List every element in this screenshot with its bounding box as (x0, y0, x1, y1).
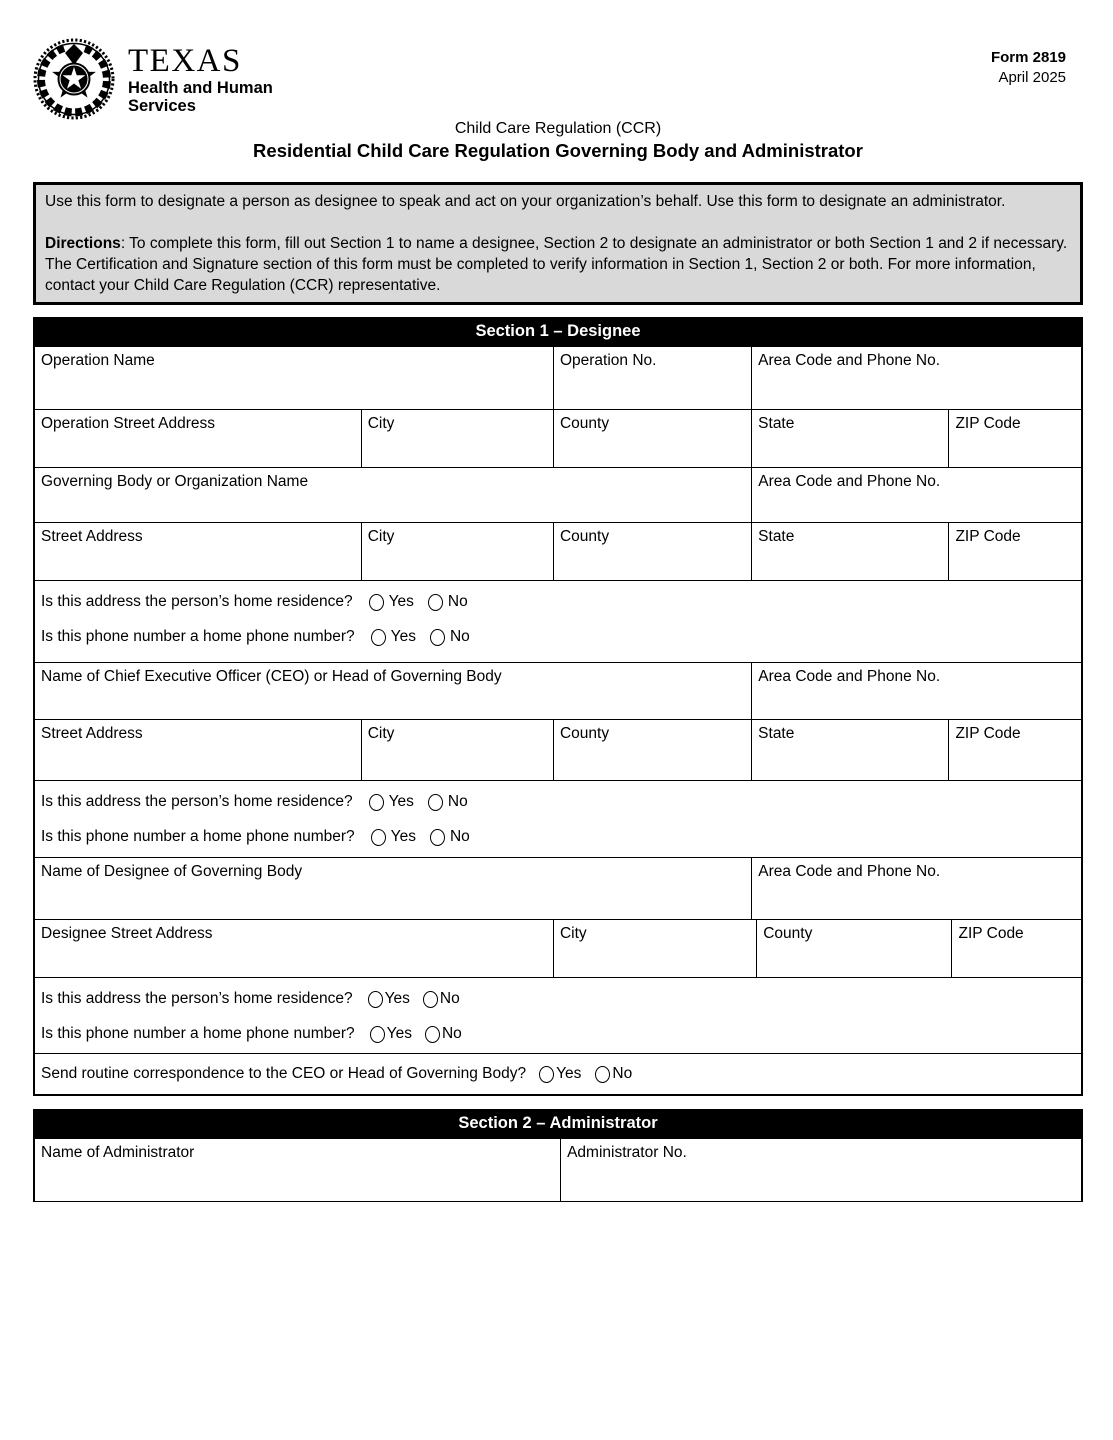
table-row (35, 1139, 1081, 1201)
question-send-routine (35, 1054, 1081, 1094)
radio-no-label: No (441, 1025, 462, 1042)
question-label: Is this address the person’s home residence? (41, 793, 353, 810)
field-label: ZIP Code (955, 415, 1021, 432)
form-title: Residential Child Care Regulation Governing Body and Administrator (253, 140, 863, 161)
field-designee-name[interactable] (35, 858, 751, 919)
field-administrator-no[interactable] (560, 1139, 1081, 1201)
radio-yes-label: Yes (390, 628, 416, 645)
directions-label: Directions (45, 235, 121, 252)
field-label: State (758, 528, 795, 545)
radio-yes[interactable] (369, 794, 384, 811)
form-meta (991, 38, 1083, 122)
field-label: Area Code and Phone No. (758, 473, 941, 490)
field-gb-street-address[interactable] (35, 523, 361, 580)
table-row (35, 409, 1081, 467)
instructions-para1: Use this form to designate a person as designee to speak and act on your organization’s behalf. Use this form to designate an administrator. (45, 193, 1006, 210)
page (33, 0, 1083, 1202)
field-operation-zip[interactable] (948, 410, 1081, 467)
table-row (35, 522, 1081, 580)
logo-wordmark (128, 38, 273, 122)
field-designee-zip[interactable] (951, 920, 1081, 977)
question-label: Is this phone number a home phone number? (41, 828, 355, 845)
instructions-box (33, 182, 1083, 305)
table-row (35, 580, 1081, 662)
field-label: ZIP Code (958, 925, 1024, 942)
radio-no-label: No (612, 1065, 633, 1082)
field-label: State (758, 725, 795, 742)
field-label: Name of Chief Executive Officer (CEO) or Head of Governing Body (41, 668, 502, 685)
field-label: Area Code and Phone No. (758, 863, 941, 880)
field-gb-state[interactable] (751, 523, 948, 580)
table-row (35, 857, 1081, 919)
radio-no-label: No (447, 793, 468, 810)
section2-header: Section 2 – Administrator (33, 1109, 1083, 1139)
field-label: County (559, 725, 610, 742)
field-gb-city[interactable] (361, 523, 553, 580)
radio-no[interactable] (425, 1026, 440, 1043)
radio-no-label: No (439, 990, 460, 1007)
question-label: Is this phone number a home phone number? (41, 1025, 355, 1042)
logo-sub-line1: Health and Human (128, 79, 273, 97)
field-label: Name of Designee of Governing Body (41, 863, 303, 880)
radio-yes-label: Yes (556, 1065, 582, 1082)
field-ceo-name[interactable] (35, 663, 751, 719)
field-governing-body-name[interactable] (35, 468, 751, 522)
field-designee-county[interactable] (756, 920, 951, 977)
radio-yes[interactable] (539, 1066, 554, 1083)
field-label: Name of Administrator (41, 1144, 195, 1161)
field-label: ZIP Code (955, 528, 1021, 545)
question-gb-phone-home (41, 628, 1075, 646)
field-label: County (559, 415, 610, 432)
field-label: ZIP Code (955, 725, 1021, 742)
field-label: State (758, 415, 795, 432)
logo-sub-text (128, 79, 273, 115)
field-designee-phone[interactable] (751, 858, 1081, 919)
field-label: Street Address (41, 725, 143, 742)
question-ceo-address-home (41, 793, 1075, 811)
question-label: Is this phone number a home phone number? (41, 628, 355, 645)
section1-table (33, 347, 1083, 1096)
field-administrator-name[interactable] (35, 1139, 560, 1201)
field-label: Operation Name (41, 352, 155, 369)
field-ceo-street-address[interactable] (35, 720, 361, 780)
question-designee-phone-home (41, 1025, 1075, 1043)
section2-table (33, 1139, 1083, 1202)
form-subtitle: Child Care Regulation (CCR) (454, 120, 662, 137)
radio-yes-label: Yes (390, 828, 416, 845)
radio-yes-label: Yes (384, 990, 410, 1007)
form-date: April 2025 (998, 69, 1066, 86)
question-ceo-phone-home (41, 828, 1075, 846)
radio-no[interactable] (430, 829, 445, 846)
field-gb-zip[interactable] (948, 523, 1081, 580)
field-ceo-state[interactable] (751, 720, 948, 780)
instructions-para2 (45, 233, 1071, 296)
field-operation-street-address[interactable] (35, 410, 361, 467)
question-label: Is this address the person’s home residence? (41, 990, 353, 1007)
form-number: Form 2819 (990, 49, 1066, 66)
radio-yes[interactable] (370, 1026, 385, 1043)
field-ceo-phone[interactable] (751, 663, 1081, 719)
field-operation-no[interactable] (553, 347, 751, 409)
field-label: Operation Street Address (41, 415, 216, 432)
question-gb-address-home (41, 593, 1075, 611)
radio-no-label: No (449, 628, 470, 645)
field-label: Operation No. (559, 352, 657, 369)
field-label: Area Code and Phone No. (758, 668, 941, 685)
radio-yes[interactable] (369, 594, 384, 611)
logo-brand-text: TEXAS (128, 43, 242, 79)
field-ceo-zip[interactable] (948, 720, 1081, 780)
texas-hhs-logo (33, 38, 273, 122)
field-ceo-city[interactable] (361, 720, 553, 780)
field-label: Administrator No. (567, 1144, 687, 1161)
table-row (35, 780, 1081, 857)
table-row (35, 1053, 1081, 1094)
gb-questions-cell (35, 581, 1081, 662)
question-label: Is this address the person’s home residence? (41, 593, 353, 610)
field-label: City (367, 528, 395, 545)
radio-yes-label: Yes (388, 593, 414, 610)
field-ceo-county[interactable] (553, 720, 751, 780)
hhs-seal-icon (33, 38, 115, 120)
field-label: City (367, 415, 395, 432)
radio-yes[interactable] (371, 829, 386, 846)
field-label: Designee Street Address (41, 925, 213, 942)
question-label: Send routine correspondence to the CEO or Head of Governing Body? (41, 1065, 527, 1082)
field-label: City (559, 925, 587, 942)
field-label: Area Code and Phone No. (758, 352, 940, 369)
ceo-questions-cell (35, 781, 1081, 857)
table-row (35, 719, 1081, 780)
radio-no[interactable] (428, 594, 443, 611)
field-designee-street-address[interactable] (35, 920, 553, 977)
section1-header: Section 1 – Designee (33, 317, 1083, 347)
radio-no[interactable] (595, 1066, 610, 1083)
field-designee-city[interactable] (553, 920, 756, 977)
field-label: City (367, 725, 395, 742)
field-label: County (559, 528, 610, 545)
table-row (35, 662, 1081, 719)
field-label: Street Address (41, 528, 143, 545)
logo-sub-line2: Services (128, 97, 196, 115)
designee-questions-cell (35, 978, 1081, 1053)
field-operation-phone[interactable] (751, 347, 1081, 409)
field-label: Governing Body or Organization Name (41, 473, 309, 490)
question-designee-address-home (41, 990, 1075, 1008)
radio-yes-label: Yes (386, 1025, 412, 1042)
radio-no[interactable] (423, 991, 438, 1008)
table-row (35, 919, 1081, 977)
radio-yes[interactable] (368, 991, 383, 1008)
directions-text: : To complete this form, fill out Section 1 to name a designee, Section 2 to designate an administrator or both Section 1 and 2 if necessary. The Certification and Signature section of this form must be completed to verify information in Section 1, Section 2 or both. For more information, contact your Child Care Regulation (CCR) representative. (45, 235, 1068, 294)
page-header (33, 38, 1083, 122)
field-operation-name[interactable] (35, 347, 553, 409)
radio-no[interactable] (428, 794, 443, 811)
radio-no[interactable] (430, 629, 445, 646)
field-operation-county[interactable] (553, 410, 751, 467)
field-operation-state[interactable] (751, 410, 948, 467)
field-label: County (763, 925, 813, 942)
field-gb-county[interactable] (553, 523, 751, 580)
field-operation-city[interactable] (361, 410, 553, 467)
radio-yes[interactable] (371, 629, 386, 646)
form-title-block (33, 118, 1083, 162)
table-row (35, 977, 1081, 1053)
radio-yes-label: Yes (388, 793, 414, 810)
field-governing-body-phone[interactable] (751, 468, 1081, 522)
table-row (35, 467, 1081, 522)
instructions-spacer (45, 212, 1071, 233)
radio-no-label: No (447, 593, 468, 610)
table-row (35, 347, 1081, 409)
radio-no-label: No (449, 828, 470, 845)
